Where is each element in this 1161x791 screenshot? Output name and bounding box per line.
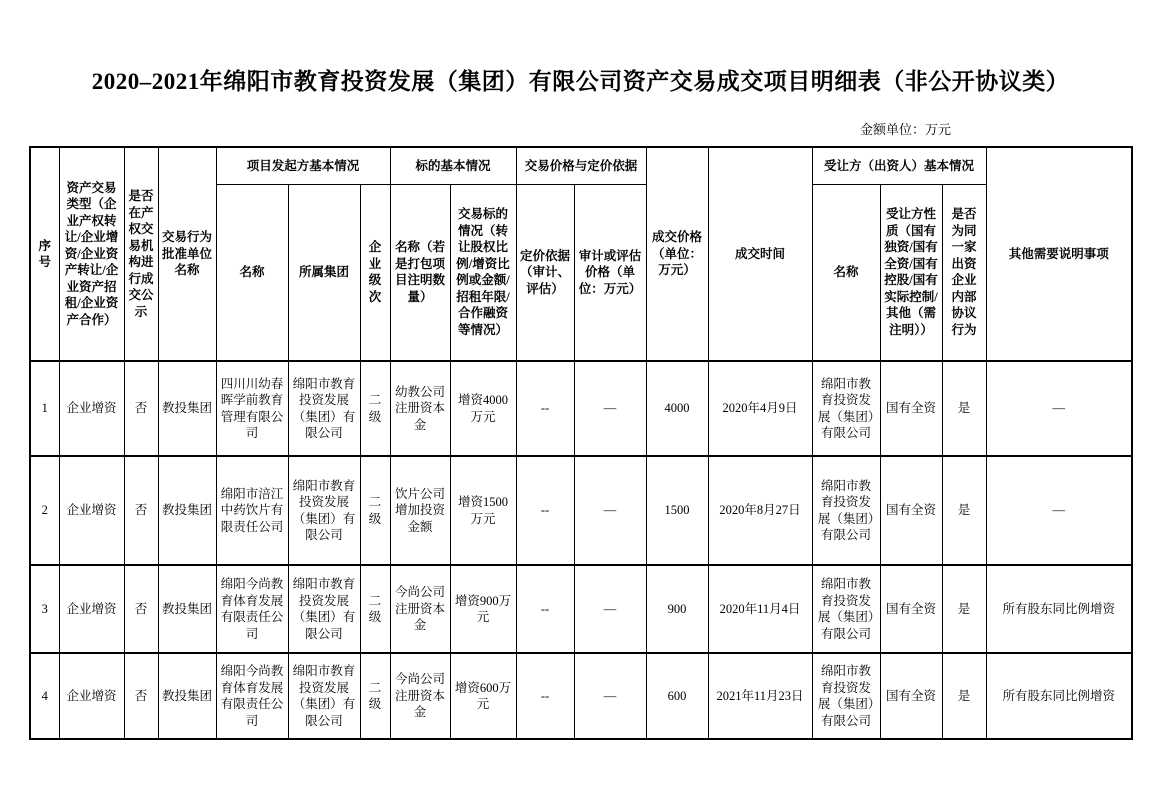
table-row xyxy=(30,565,1132,653)
table-cell: 教投集团 xyxy=(158,456,216,565)
table-cell: 二级 xyxy=(360,653,390,739)
table-cell: 绵阳市教育投资发展（集团）有限公司 xyxy=(288,456,360,565)
group-header-subject: 标的基本情况 xyxy=(390,147,516,184)
table-cell: 今尚公司注册资本金 xyxy=(390,565,450,653)
col-header-initiator-name: 名称 xyxy=(216,184,288,361)
table-cell: 否 xyxy=(124,653,158,739)
table-cell: 企业增资 xyxy=(59,456,124,565)
table-cell: 600 xyxy=(646,653,708,739)
table-cell: 绵阳今尚教育体育发展有限责任公司 xyxy=(216,653,288,739)
table-cell: 教投集团 xyxy=(158,361,216,456)
table-cell: 2020年11月4日 xyxy=(708,565,812,653)
table-cell: 2 xyxy=(30,456,59,565)
table-cell: 900 xyxy=(646,565,708,653)
table-cell: 二级 xyxy=(360,361,390,456)
table-cell: 绵阳市教育投资发展（集团）有限公司 xyxy=(812,456,880,565)
table-cell: 绵阳市教育投资发展（集团）有限公司 xyxy=(812,361,880,456)
table-body xyxy=(30,361,1132,739)
table-cell: — xyxy=(986,361,1132,456)
col-header-approving-unit: 交易行为批准单位名称 xyxy=(158,147,216,361)
table-row xyxy=(30,361,1132,456)
table-cell: -- xyxy=(516,456,574,565)
table-cell: 幼教公司注册资本金 xyxy=(390,361,450,456)
table-cell: 是 xyxy=(942,565,986,653)
table-cell: 教投集团 xyxy=(158,565,216,653)
col-header-deal-date: 成交时间 xyxy=(708,147,812,361)
col-header-subject-details: 交易标的情况（转让股权比例/增资比例或金额/招租年限/合作融资等情况） xyxy=(450,184,516,361)
table-cell: 国有全资 xyxy=(880,565,942,653)
group-header-initiator: 项目发起方基本情况 xyxy=(216,147,390,184)
table-header xyxy=(30,147,1132,361)
group-header-pricing: 交易价格与定价依据 xyxy=(516,147,646,184)
table-cell: 2020年4月9日 xyxy=(708,361,812,456)
table-cell: 国有全资 xyxy=(880,653,942,739)
table-cell: — xyxy=(574,653,646,739)
table-cell: 是 xyxy=(942,361,986,456)
unit-note: 金额单位：万元 xyxy=(860,122,952,137)
table-cell: 绵阳市教育投资发展（集团）有限公司 xyxy=(288,565,360,653)
transactions-table xyxy=(29,146,1133,740)
table-cell: 3 xyxy=(30,565,59,653)
table-cell: 增资900万元 xyxy=(450,565,516,653)
table-cell: 绵阳市教育投资发展（集团）有限公司 xyxy=(812,565,880,653)
table-cell: 绵阳市教育投资发展（集团）有限公司 xyxy=(812,653,880,739)
col-header-group: 所属集团 xyxy=(288,184,360,361)
table-cell: 2021年11月23日 xyxy=(708,653,812,739)
table-cell: 绵阳市教育投资发展（集团）有限公司 xyxy=(288,653,360,739)
table-cell: 绵阳今尚教育体育发展有限责任公司 xyxy=(216,565,288,653)
table-row xyxy=(30,456,1132,565)
table-cell: 四川川幼春晖学前教育管理有限公司 xyxy=(216,361,288,456)
table-cell: 饮片公司增加投资金额 xyxy=(390,456,450,565)
group-header-transferee: 受让方（出资人）基本情况 xyxy=(812,147,986,184)
table-cell: -- xyxy=(516,565,574,653)
table-cell: 1500 xyxy=(646,456,708,565)
table-cell: 否 xyxy=(124,565,158,653)
table-row xyxy=(30,653,1132,739)
table-cell: 绵阳市教育投资发展（集团）有限公司 xyxy=(288,361,360,456)
table-cell: — xyxy=(574,565,646,653)
table-cell: — xyxy=(986,456,1132,565)
table-cell: 今尚公司注册资本金 xyxy=(390,653,450,739)
col-header-enterprise-level: 企业级次 xyxy=(360,184,390,361)
table-cell: 企业增资 xyxy=(59,653,124,739)
table-cell: 企业增资 xyxy=(59,565,124,653)
col-header-public-listing: 是否在产权交易机构进行成交公示 xyxy=(124,147,158,361)
col-header-pricing-basis: 定价依据（审计、评估） xyxy=(516,184,574,361)
col-header-transaction-type: 资产交易类型（企业产权转让/企业增资/企业资产转让/企业资产招租/企业资产合作） xyxy=(59,147,124,361)
table-cell: 否 xyxy=(124,361,158,456)
table-cell: 是 xyxy=(942,456,986,565)
table-cell: 否 xyxy=(124,456,158,565)
table-cell: 2020年8月27日 xyxy=(708,456,812,565)
col-header-index: 序号 xyxy=(30,147,59,361)
table-cell: 增资600万元 xyxy=(450,653,516,739)
col-header-internal-deal: 是否为同一家出资企业内部协议行为 xyxy=(942,184,986,361)
table-cell: -- xyxy=(516,653,574,739)
col-header-subject-name: 名称（若是打包项目注明数量） xyxy=(390,184,450,361)
table-cell: 增资4000万元 xyxy=(450,361,516,456)
table-cell: -- xyxy=(516,361,574,456)
table-cell: 是 xyxy=(942,653,986,739)
table-cell: 所有股东同比例增资 xyxy=(986,653,1132,739)
table-cell: 1 xyxy=(30,361,59,456)
table-cell: 国有全资 xyxy=(880,361,942,456)
col-header-audit-price: 审计或评估价格（单位：万元） xyxy=(574,184,646,361)
table-cell: 二级 xyxy=(360,565,390,653)
col-header-transferee-name: 名称 xyxy=(812,184,880,361)
table-cell: 所有股东同比例增资 xyxy=(986,565,1132,653)
table-cell: 增资1500万元 xyxy=(450,456,516,565)
table-cell: 绵阳市涪江中药饮片有限责任公司 xyxy=(216,456,288,565)
page-title: 2020–2021年绵阳市教育投资发展（集团）有限公司资产交易成交项目明细表（非公开协议类） xyxy=(91,69,1070,94)
table-cell: 4 xyxy=(30,653,59,739)
table-cell: 国有全资 xyxy=(880,456,942,565)
col-header-deal-price: 成交价格（单位：万元） xyxy=(646,147,708,361)
table-cell: 企业增资 xyxy=(59,361,124,456)
table-cell: 教投集团 xyxy=(158,653,216,739)
table-cell: 4000 xyxy=(646,361,708,456)
table-cell: — xyxy=(574,361,646,456)
table-cell: — xyxy=(574,456,646,565)
table-cell: 二级 xyxy=(360,456,390,565)
col-header-other-notes: 其他需要说明事项 xyxy=(986,147,1132,361)
col-header-transferee-nature: 受让方性质（国有独资/国有全资/国有控股/国有实际控制/其他（需注明）） xyxy=(880,184,942,361)
